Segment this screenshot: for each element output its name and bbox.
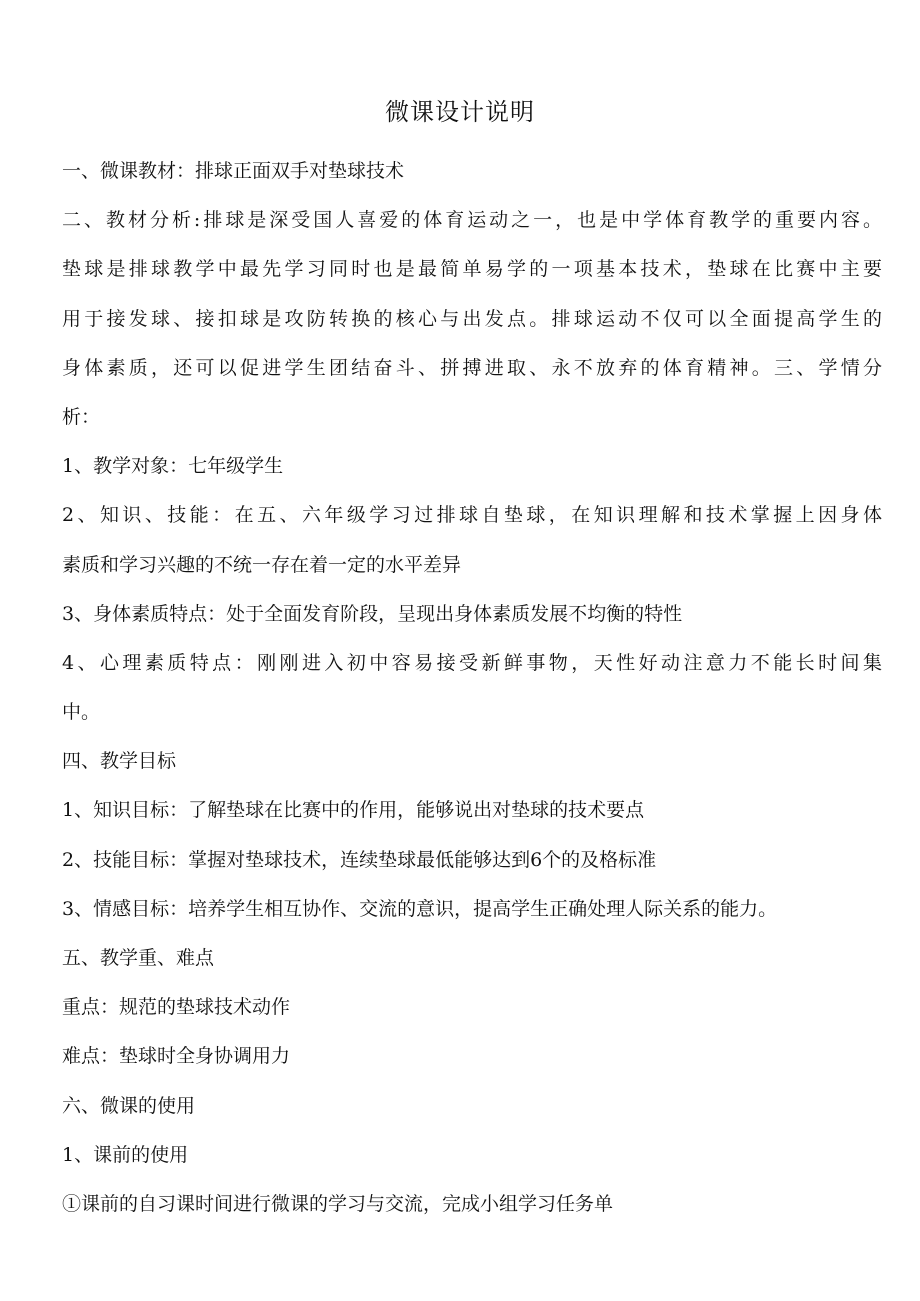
paragraph-line: 二、教材分析:排球是深受国人喜爱的体育运动之一，也是中学体育教学的重要内容。 [62,209,882,232]
paragraph-line: 用于接发球、接扣球是攻防转换的核心与出发点。排球运动不仅可以全面提高学生的 [62,307,882,330]
paragraph-line: 垫球是排球教学中最先学习同时也是最简单易学的一项基本技术，垫球在比赛中主要 [62,258,882,281]
list-item: ①课前的自习课时间进行微课的学习与交流，完成小组学习任务单 [62,1192,614,1215]
key-point: 重点：规范的垫球技术动作 [62,996,291,1019]
list-item: 1、知识目标：了解垫球在比赛中的作用，能够说出对垫球的技术要点 [62,799,645,822]
list-item: 3、身体素质特点：处于全面发育阶段，呈现出身体素质发展不均衡的特性 [62,602,683,625]
section-heading-key-points: 五、教学重、难点 [62,947,215,969]
section-heading-usage: 六、微课的使用 [62,1094,196,1117]
document-title: 微课设计说明 [385,98,535,126]
list-item: 2、技能目标：掌握对垫球技术，连续垫球最低能够达到6个的及格标准 [62,848,657,871]
section-heading-goals: 四、教学目标 [62,750,177,773]
list-item-continuation: 中。 [62,701,101,724]
difficult-point: 难点：垫球时全身协调用力 [62,1045,291,1068]
list-item: 1、教学对象：七年级学生 [62,455,284,478]
list-item: 3、情感目标：培养学生相互协作、交流的意识，提高学生正确处理人际关系的能力。 [62,897,778,920]
section-heading-textbook: 一、微课教材：排球正面双手对垫球技术 [62,160,405,182]
document-body [62,150,882,1232]
list-item-continuation: 素质和学习兴趣的不统一存在着一定的水平差异 [62,553,462,576]
list-item: 1、课前的使用 [62,1143,189,1166]
list-item: 2、知识、技能：在五、六年级学习过排球自垫球，在知识理解和技术掌握上因身体 [62,504,882,527]
list-item: 4、心理素质特点：刚刚进入初中容易接受新鲜事物，天性好动注意力不能长时间集 [62,651,882,674]
paragraph-line: 身体素质，还可以促进学生团结奋斗、拼搏进取、永不放弃的体育精神。三、学情分 [62,356,882,379]
paragraph-line: 析： [62,405,101,428]
